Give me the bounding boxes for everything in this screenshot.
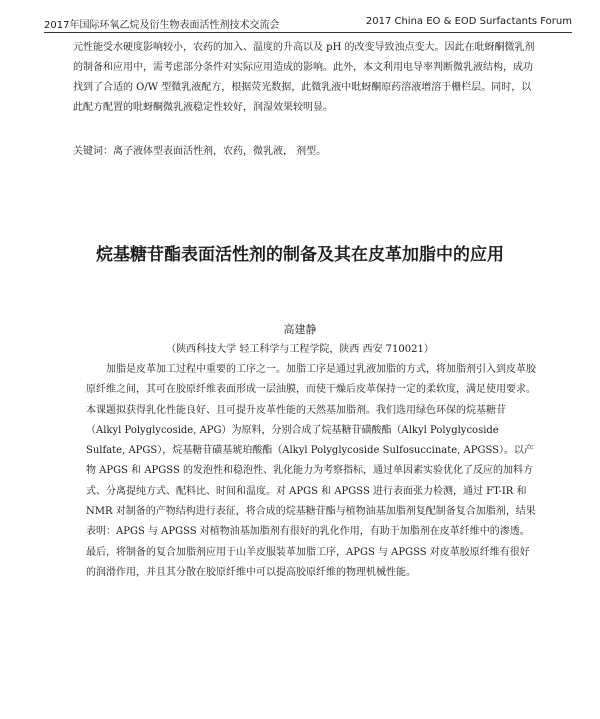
keywords: 关键词：离子液体型表面活性剂，农药，微乳液， 剂型。 [73, 146, 327, 157]
paper-title: 烷基糖苷酯表面活性剂的制备及其在皮革加脂中的应用 [96, 245, 504, 265]
author-affiliation: （陕西科技大学 轻工科学与工程学院，陕西 西安 710021） [166, 344, 434, 355]
author-name: 高建静 [283, 323, 317, 336]
abstract-text: 加脂是皮革加工过程中重要的工序之一。加脂工序是通过乳液加脂的方式，将加脂剂引入到皮革胶原纤维之间，其可在胶原纤维表面形成一层油膜，而使干燥后皮革保持一定的柔软度，满足使用要求。本课题拟获得乳化性能良好、且可提升皮革性能的天然基加脂剂。我们选用绿色环保的烷基糖苷（Alkyl Polyglycoside, APG）为原料，分别合成了烷基糖苷磺酸酯（Alkyl Polyglycoside Sulfate, APGS），烷基糖苷磺基琥珀酸酯（Alkyl Polyglycoside Sulfosuccinate, APGSS）。以产物 APGS 和 APGSS 的发泡性和稳泡性、乳化能力为考察指标，通过单因素实验优化了反应的加料方式、分离提纯方式、配料比、时间和温度。对 APGS 和 APGSS 进行表面张力检测，通过 FT-IR 和 NMR 对制备的产物结构进行表征，将合成的烷基糖苷酯与植物油基加脂剂复配制备复合加脂剂，结果表明：APGS 与 APGSS 对植物油基加脂剂有很好的乳化作用，有助于加脂剂在皮革纤维中的渗透。最后，将制备的复合加脂剂应用于山羊皮服装革加脂工序，APGS 与 APGSS 对皮革胶原纤维有很好的润滑作用，并且其分散在胶原纤维中可以提高胶原纤维的物理机械性能。 [86, 364, 536, 578]
header-conference-en: 2017 China EO & EOD Surfactants Forum [365, 16, 572, 27]
previous-paper-text: 元性能受水硬度影响较小，农药的加入、温度的升高以及 pH 的改变导致浊点变大。因此在吡蚜酮微乳剂的制备和应用中，需考虑部分条件对实际应用造成的影响。此外，本文利用电导率判断微乳液结构，成功找到了合适的 O/W 型微乳液配方，根据荧光数据，此微乳液中吡蚜酮原药溶液增溶于栅栏层。同时，以此配方配置的吡蚜酮微乳液稳定性较好，润湿效果较明显。 [73, 42, 535, 113]
header-conference-cn: 2017年国际环氧乙烷及衍生物表面活性剂技术交流会 [44, 20, 280, 31]
page-header [44, 14, 572, 33]
